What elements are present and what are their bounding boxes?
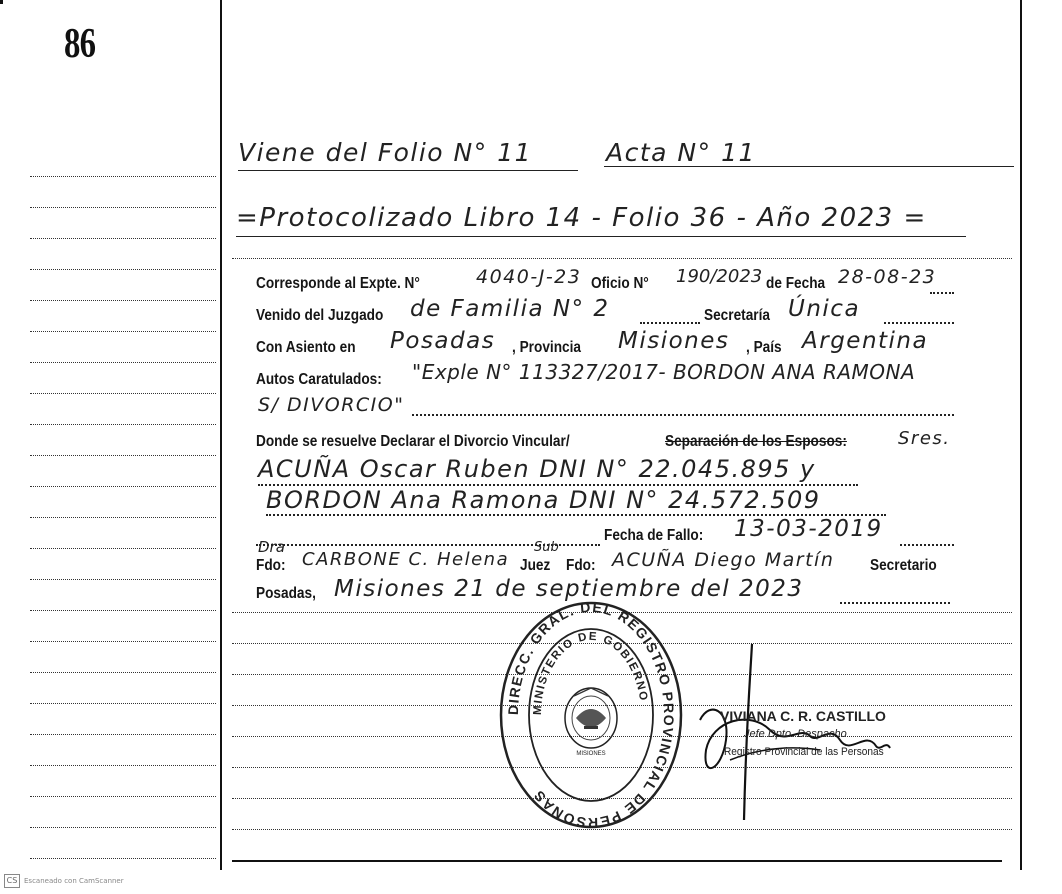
official-stamp xyxy=(496,600,686,830)
signer-office: Registro Provincial de las Personas xyxy=(724,746,884,758)
margin-line xyxy=(30,424,216,425)
margin-line xyxy=(30,610,216,611)
corner-mark xyxy=(0,0,3,4)
stamp-seal-text: MISIONES xyxy=(576,751,606,757)
margin-rule xyxy=(220,0,222,870)
donde-struck: Separación de los Esposos: xyxy=(665,433,847,450)
juez-value: CARBONE C. Helena xyxy=(302,549,510,570)
protocolizado-line: =Protocolizado Libro 14 - Folio 36 - Año 2023 = xyxy=(236,203,927,233)
dot-leader xyxy=(840,602,950,604)
provincia-value: Misiones xyxy=(618,328,730,354)
margin-line xyxy=(30,455,216,456)
margin-line xyxy=(30,300,216,301)
bottom-rule xyxy=(232,860,1002,862)
viene-del-folio: Viene del Folio N° 11 xyxy=(238,138,533,167)
fecha-label: de Fecha xyxy=(766,275,826,292)
pais-label: , País xyxy=(746,339,782,356)
margin-line xyxy=(30,238,216,239)
pais-value: Argentina xyxy=(802,328,929,354)
posadas-value: Misiones 21 de septiembre del 2023 xyxy=(334,576,804,602)
expte-label: Corresponde al Expte. N° xyxy=(256,275,420,292)
juzgado-label: Venido del Juzgado xyxy=(256,307,384,324)
fdo2-label: Fdo: xyxy=(566,557,596,574)
secretario-value: ACUÑA Diego Martín xyxy=(612,549,835,571)
asiento-value: Posadas xyxy=(390,328,496,354)
signer-title: Jefe Dpto. Despacho xyxy=(744,728,847,740)
signature-block xyxy=(690,640,930,830)
underline xyxy=(238,170,578,171)
donde-label: Donde se resuelve Declarar el Divorcio Vincular/ xyxy=(256,433,570,450)
secretario-label: Secretario xyxy=(870,557,937,574)
scanner-watermark xyxy=(4,874,124,888)
fallo-label: Fecha de Fallo: xyxy=(604,527,704,544)
spouse-1: ACUÑA Oscar Ruben DNI N° 22.045.895 y xyxy=(258,455,816,483)
margin-line xyxy=(30,331,216,332)
autos-value-2: S/ DIVORCIO" xyxy=(258,394,405,416)
margin-line xyxy=(30,393,216,394)
margin-line xyxy=(30,858,216,859)
spouse-2: BORDON Ana Ramona DNI N° 24.572.509 xyxy=(266,486,821,514)
coat-of-arms-icon xyxy=(565,688,617,748)
posadas-label: Posadas, xyxy=(256,585,316,602)
margin-line xyxy=(30,672,216,673)
sub-prefix: Sub xyxy=(534,540,559,555)
fallo-value: 13-03-2019 xyxy=(734,516,883,542)
fecha-value: 28-08-23 xyxy=(838,266,937,288)
oficio-value: 190/2023 xyxy=(676,266,763,287)
underline xyxy=(236,236,966,237)
margin-line xyxy=(30,796,216,797)
margin-line xyxy=(30,641,216,642)
dot-leader xyxy=(930,292,954,294)
asiento-label: Con Asiento en xyxy=(256,339,356,356)
scanner-label: Escaneado con CamScanner xyxy=(24,877,124,885)
dot-leader xyxy=(412,414,954,416)
acta-number: Acta N° 11 xyxy=(606,138,756,167)
fdo-label: Fdo: xyxy=(256,557,286,574)
secretaria-label: Secretaría xyxy=(704,307,770,324)
camscanner-icon: CS xyxy=(4,874,20,888)
margin-line xyxy=(30,362,216,363)
dot-leader xyxy=(900,544,954,546)
expte-value: 4040-J-23 xyxy=(476,266,582,288)
underline xyxy=(604,166,1014,167)
margin-line xyxy=(30,176,216,177)
margin-line xyxy=(30,269,216,270)
stamp-outer-text: DIRECC. GRAL. DEL REGISTRO PROVINCIAL DE PERSONAS xyxy=(504,600,678,830)
margin-line xyxy=(30,703,216,704)
oficio-label: Oficio N° xyxy=(591,275,649,292)
dot-leader xyxy=(640,322,700,324)
margin-line xyxy=(30,207,216,208)
margin-line xyxy=(30,517,216,518)
margin-line xyxy=(30,734,216,735)
signer-name: VIVIANA C. R. CASTILLO xyxy=(720,708,886,724)
right-border xyxy=(1020,0,1022,870)
autos-value-1: "Exple N° 113327/2017- BORDON ANA RAMONA xyxy=(412,360,916,384)
donde-value: Sres. xyxy=(898,428,951,449)
margin-line xyxy=(30,548,216,549)
dra-prefix: Dra xyxy=(258,538,285,556)
autos-label: Autos Caratulados: xyxy=(256,371,382,388)
secretaria-value: Única xyxy=(788,296,861,322)
stamp-graphic xyxy=(496,600,686,830)
margin-line xyxy=(30,579,216,580)
provincia-label: , Provincia xyxy=(512,339,581,356)
margin-line xyxy=(30,827,216,828)
margin-line xyxy=(30,486,216,487)
margin-line xyxy=(30,765,216,766)
juez-label: Juez xyxy=(520,557,551,574)
juzgado-value: de Familia N° 2 xyxy=(410,296,610,322)
ruled-line xyxy=(232,258,1012,259)
stamp-inner-text: MINISTERIO DE GOBIERNO xyxy=(531,630,650,716)
folio-number: 86 xyxy=(64,21,96,67)
dot-leader xyxy=(884,322,954,324)
